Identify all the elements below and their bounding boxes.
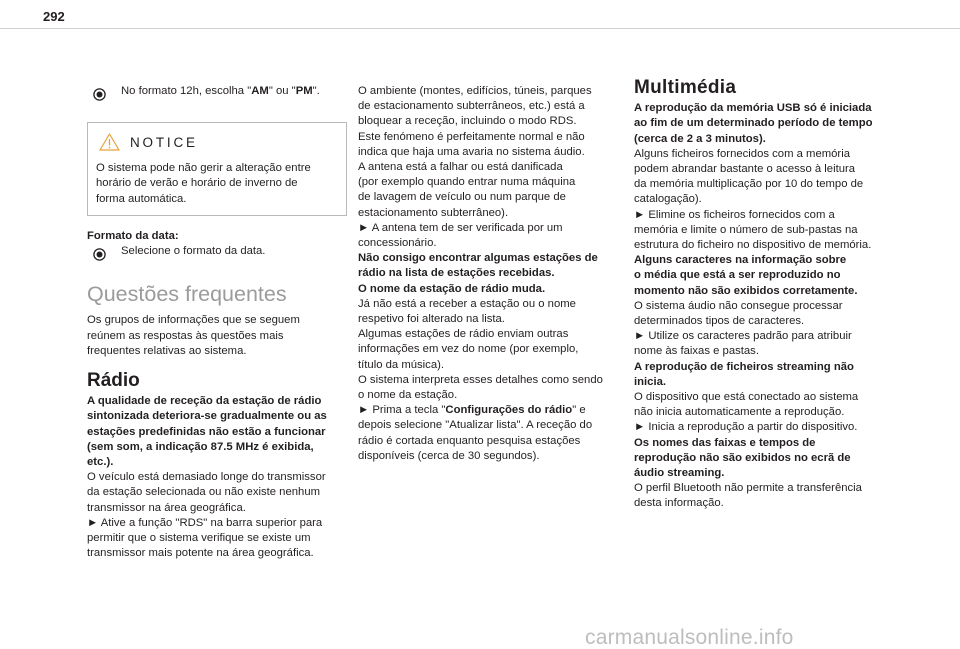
faq-intro: Os grupos de informações que se seguem reúnem as respostas às questões mais frequentes relativas ao sistema. <box>87 314 300 357</box>
multimedia-question-1: A reprodução da memória USB só é iniciada ao fim de um determinado período de tempo (cerca de 2 a 3 minutos). <box>634 102 873 145</box>
radio-answer-1-continued: O ambiente (montes, edifícios, túneis, parques de estacionamento subterrâneos, etc.) está a bloquear a receção, incluindo o modo RDS. Este fenómeno é perfeitamente normal e não indica que haja uma avaria no sistema áudio. A antena está a falhar ou está danificada (por exemplo quando entrar numa máquina de lavagem de veículo ou num parque de estacionamento subterrâneo). ► A antena tem de ser verificada por um concessionário. <box>358 85 592 250</box>
target-bullet-icon <box>93 248 106 261</box>
multimedia-question-3: A reprodução de ficheiros streaming não inicia. <box>634 360 854 388</box>
multimedia-question-4: Os nomes das faixas e tempos de reprodução não são exibidos no ecrã de áudio streaming. <box>634 436 851 480</box>
warning-triangle-icon <box>99 133 120 151</box>
notice-title: NOTICE <box>130 134 198 150</box>
date-format-label: Formato da data: <box>87 229 179 242</box>
target-bullet-icon <box>93 88 106 101</box>
radio-answer-2-post: " e depois selecione "Atualizar lista". A receção do rádio é cortada enquanto pesquisa estações disponíveis (cerca de 30 segundos). <box>358 404 593 462</box>
faq-title: Questões frequentes <box>87 282 287 307</box>
bullet-12h-format <box>87 84 347 99</box>
header-divider <box>0 28 960 29</box>
radio-answer-1: O veículo está demasiado longe do transmissor da estação selecionada ou não existe nenhum transmissor na área geográfica. ► Ative a função "RDS" na barra superior para permitir que o sistema verifique se existe um transmissor mais potente na área geográfica. <box>87 471 326 560</box>
bullet-date-format <box>87 244 347 259</box>
date-format-text: Selecione o formato da data. <box>121 245 266 258</box>
multimedia-section-title: Multimédia <box>634 77 737 98</box>
bullet-12h-text-pre: No formato 12h, escolha " <box>121 85 252 97</box>
multimedia-answer-3: O dispositivo que está conectado ao sistema não inicia automaticamente a reprodução. ► Inicia a reprodução a partir do dispositivo. <box>634 391 859 434</box>
am-option: AM <box>251 85 269 97</box>
radio-section-title: Rádio <box>87 370 140 392</box>
radio-answer-2 <box>358 297 618 464</box>
page-number: 292 <box>43 9 65 24</box>
multimedia-answer-4: O perfil Bluetooth não permite a transferência desta informação. <box>634 482 862 510</box>
column-2 <box>358 84 618 464</box>
multimedia-answer-2: O sistema áudio não consegue processar determinados tipos de caracteres. ► Utilize os caracteres padrão para atribuir nome às faixas e pastas. <box>634 299 852 358</box>
site-watermark: carmanualsonline.info <box>585 626 794 649</box>
multimedia-answer-1: Alguns ficheiros fornecidos com a memória podem abrandar bastante o acesso à leitura da memória multiplicação por 10 do tempo de catalogação). ► Elimine os ficheiros fornecidos com a memória e limite o número de sub-pastas na estrutura do ficheiro no dispositivo de memória. <box>634 147 872 252</box>
multimedia-question-2: Alguns caracteres na informação sobre o média que está a ser reproduzido no momento não são exibidos corretamente. <box>634 254 858 297</box>
bullet-12h-text-post: ". <box>312 85 320 97</box>
pm-option: PM <box>295 85 313 97</box>
radio-settings-key: Configurações do rádio <box>445 404 573 417</box>
column-3 <box>634 77 894 512</box>
notice-text: O sistema pode não gerir a alteração entre horário de verão e horário de inverno de forma automática. <box>96 162 311 205</box>
radio-question-2: Não consigo encontrar algumas estações de rádio na lista de estações recebidas. O nome da estação de rádio muda. <box>358 252 598 295</box>
notice-box <box>87 122 347 216</box>
notice-header <box>96 133 338 151</box>
radio-answer-2-pre: Já não está a receber a estação ou o nome respetivo foi alterado na lista. Algumas estações de rádio enviam outras informações em vez do nome (por exemplo, título da música). O sistema interpreta esses detalhes como sendo o nome da estação. ► Prima a tecla " <box>358 297 603 417</box>
bullet-12h-text-mid: " ou " <box>268 85 296 97</box>
column-1 <box>87 84 347 561</box>
radio-question-1: A qualidade de receção da estação de rádio sintonizada deteriora-se gradualmente ou as estações predefinidas não estão a funcionar (sem som, a indicação 87.5 MHz é exibida, etc.). <box>87 395 327 469</box>
